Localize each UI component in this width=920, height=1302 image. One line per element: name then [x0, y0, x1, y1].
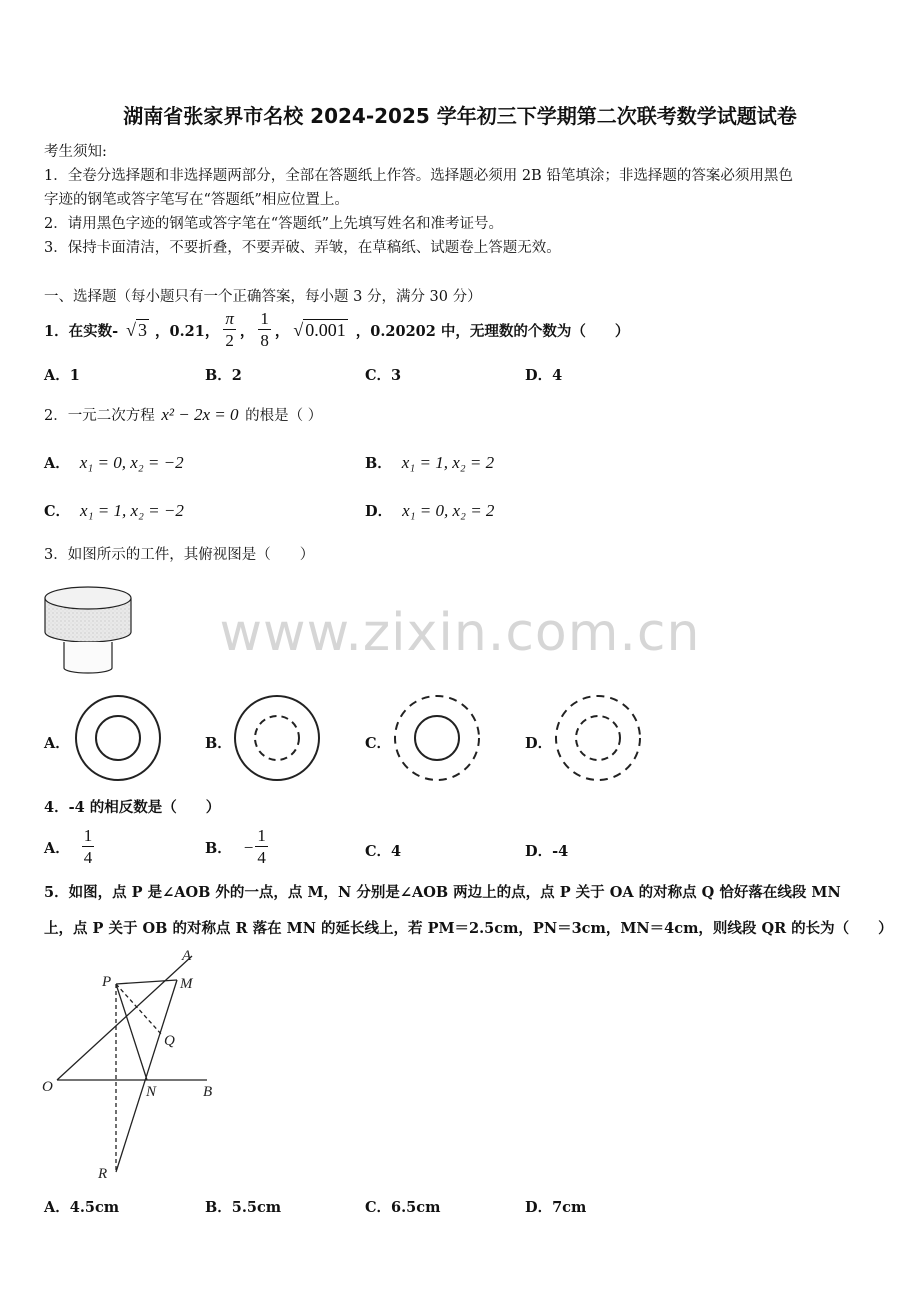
segment-pq-dashed	[116, 984, 162, 1035]
q1-sqrt0001: √ 0.001	[293, 319, 346, 340]
q2-equation: x² − 2x = 0	[161, 405, 239, 424]
q5-option-d[interactable]: D．7cm	[525, 1199, 587, 1216]
notice-line-1a: 1．全卷分选择题和非选择题两部分，全部在答题纸上作答。选择题必须用 2B 铅笔填涂；非选择题的答案必须用黑色	[44, 168, 793, 184]
q2-option-d[interactable]: D． x₁ = 0, x₂ = 2	[365, 501, 495, 520]
page-title: 湖南省张家界市名校 2024-2025 学年初三下学期第二次联考数学试题试卷	[123, 104, 797, 128]
q2-suffix: 的根是（ ）	[245, 408, 323, 424]
q2-prefix: 2．一元二次方程	[44, 408, 155, 424]
q1-comma: ，	[239, 322, 255, 340]
question-5-line-1: 5．如图，点 P 是∠AOB 外的一点，点 M，N 分别是∠AOB 两边上的点，点 P 关于 OA 的对称点 Q 恰好落在线段 MN	[44, 884, 841, 901]
q1-option-b[interactable]: B．2	[205, 367, 242, 384]
segment-pn	[116, 984, 147, 1080]
q2-option-c[interactable]: C． x₁ = 1, x₂ = −2	[44, 501, 184, 520]
question-5-line-2: 上，点 P 关于 OB 的对称点 R 落在 MN 的延长线上，若 PM＝2.5cm，PN＝3cm，MN＝4cm，则线段 QR 的长为（ ）	[44, 920, 893, 937]
watermark: www.zixin.com.cn	[219, 603, 701, 663]
point-label-b: B	[203, 1084, 213, 1100]
notice-heading: 考生须知:	[44, 144, 107, 160]
q4-option-b[interactable]: B． − $\frac{1}{4}$	[205, 826, 266, 867]
notice-line-3: 3．保持卡面清洁，不要折叠，不要弄破、弄皱，在草稿纸、试题卷上答题无效。	[44, 240, 561, 256]
q1-frac-pi-over-2: $\frac{\pi}{2}$	[225, 308, 234, 350]
q1-option-a[interactable]: A．1	[44, 367, 80, 384]
q3-option-a-label[interactable]: A．	[44, 735, 70, 752]
question-4: 4．-4 的相反数是（ ）	[44, 799, 221, 816]
point-label-a: A	[182, 948, 192, 964]
q1-option-c[interactable]: C．3	[365, 367, 402, 384]
notice-line-2: 2．请用黑色字迹的钢笔或答字笔在“答题纸”上先填写姓名和准考证号。	[44, 216, 504, 232]
q1-comma-2: ，	[274, 322, 290, 340]
q2-option-b[interactable]: B． x₁ = 1, x₂ = 2	[365, 453, 495, 472]
q3-option-b-label[interactable]: B．	[205, 735, 232, 752]
q5-option-b[interactable]: B．5.5cm	[205, 1199, 282, 1216]
segment-pm	[116, 980, 177, 984]
notice-line-1b: 字迹的钢笔或答字笔写在“答题纸”相应位置上。	[44, 192, 349, 208]
q1-sqrt3: √ 3	[126, 319, 147, 340]
segment-mr	[116, 980, 177, 1172]
q1-suffix: ，0.20202 中，无理数的个数为（ ）	[355, 322, 630, 340]
q1-frac-1-over-8: $\frac{1}{8}$	[260, 308, 269, 350]
q3-option-c-label[interactable]: C．	[365, 735, 392, 752]
q5-option-c[interactable]: C．6.5cm	[365, 1199, 441, 1216]
q5-option-a[interactable]: A．4.5cm	[44, 1199, 120, 1216]
q1-option-d[interactable]: D．4	[525, 367, 563, 384]
q1-prefix: 1．在实数-	[44, 322, 119, 340]
q2-option-a[interactable]: A． x₁ = 0, x₂ = −2	[44, 453, 184, 472]
point-label-q: Q	[164, 1033, 175, 1049]
point-label-o: O	[42, 1079, 53, 1095]
q4-option-a[interactable]: A． $\frac{1}{4}$	[44, 826, 93, 867]
question-3: 3．如图所示的工件，其俯视图是（ ）	[44, 547, 315, 563]
section-heading: 一、选择题（每小题只有一个正确答案，每小题 3 分，满分 30 分）	[44, 289, 482, 305]
point-label-p: P	[102, 974, 112, 990]
point-label-r: R	[98, 1166, 108, 1182]
ray-oa	[57, 956, 192, 1080]
point-label-m: M	[180, 976, 193, 992]
q3-option-d-label[interactable]: D．	[525, 735, 553, 752]
q4-option-d[interactable]: D．-4	[525, 843, 569, 860]
q1-mid: ，0.21，	[155, 322, 220, 340]
q4-option-c[interactable]: C．4	[365, 843, 402, 860]
point-label-n: N	[146, 1084, 157, 1100]
